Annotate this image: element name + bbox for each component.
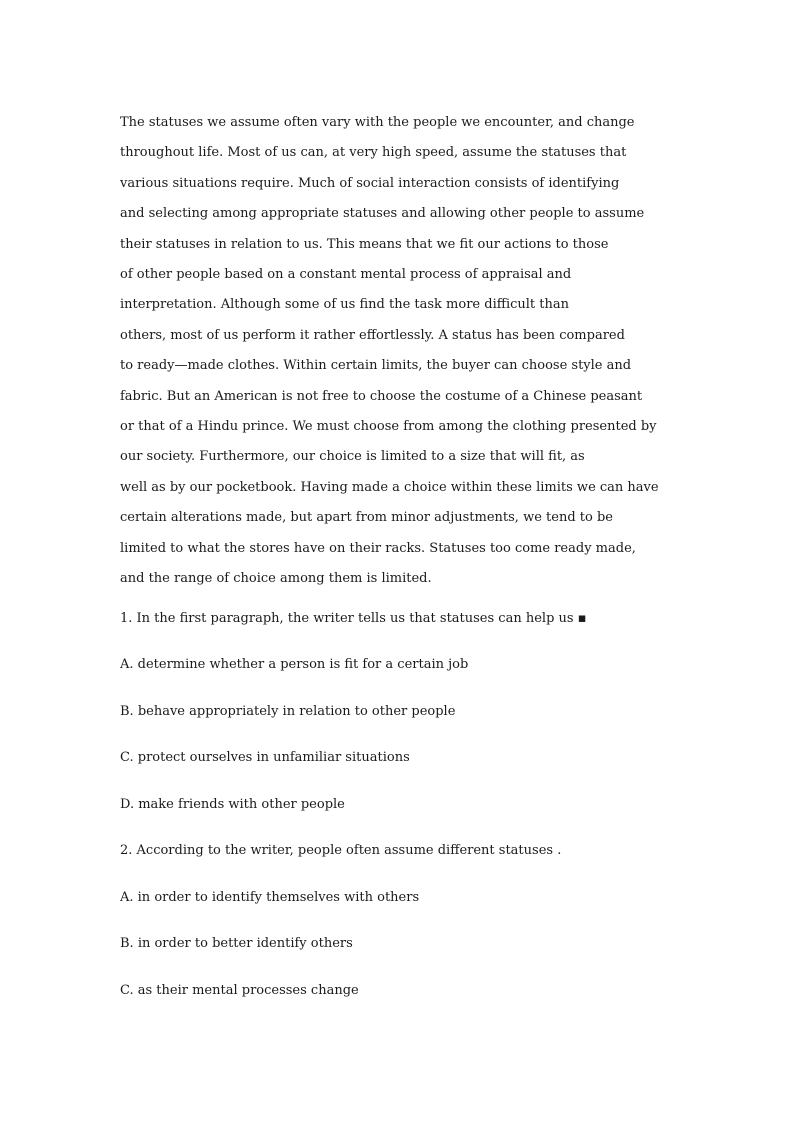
passage-line: fabric. But an American is not free to choose the costume of a Chinese peasant xyxy=(120,388,643,404)
answer-option-b: B. in order to better identify others xyxy=(120,936,353,951)
question-stem: 2. According to the writer, people often assume different statuses . xyxy=(120,843,562,858)
passage-line: well as by our pocketbook. Having made a choice within these limits we can have xyxy=(120,479,659,495)
question-2 xyxy=(120,843,680,999)
question-1 xyxy=(120,611,680,813)
passage-line: of other people based on a constant mental process of appraisal and xyxy=(120,267,572,283)
passage-line: limited to what the stores have on their racks. Statuses too come ready made, xyxy=(120,540,636,556)
passage-line: and selecting among appropriate statuses and allowing other people to assume xyxy=(120,206,645,222)
passage-line: The statuses we assume often vary with the people we encounter, and change xyxy=(120,115,635,130)
passage-line: interpretation. Although some of us find the task more difficult than xyxy=(120,297,570,313)
passage-line: and the range of choice among them is limited. xyxy=(120,571,432,587)
document-page xyxy=(120,108,680,1029)
answer-option-c: C. as their mental processes change xyxy=(120,982,359,998)
question-stem: 1. In the first paragraph, the writer tells us that statuses can help us ▪ xyxy=(120,610,587,626)
answer-option-a: A. determine whether a person is fit for a certain job xyxy=(120,657,469,672)
passage-line: various situations require. Much of social interaction consists of identifying xyxy=(120,175,620,191)
passage-line: throughout life. Most of us can, at very high speed, assume the statuses that xyxy=(120,145,627,161)
passage-line: their statuses in relation to us. This means that we fit our actions to those xyxy=(120,236,609,252)
passage-line: others, most of us perform it rather effortlessly. A status has been compared xyxy=(120,327,625,343)
passage-line: or that of a Hindu prince. We must choose from among the clothing presented by xyxy=(120,419,657,435)
answer-option-d: D. make friends with other people xyxy=(120,796,345,812)
reading-passage xyxy=(120,108,680,595)
passage-line: to ready—made clothes. Within certain limits, the buyer can choose style and xyxy=(120,358,632,374)
answer-option-c: C. protect ourselves in unfamiliar situations xyxy=(120,750,410,765)
answer-option-a: A. in order to identify themselves with others xyxy=(120,889,420,905)
passage-line: certain alterations made, but apart from minor adjustments, we tend to be xyxy=(120,510,613,526)
passage-line: our society. Furthermore, our choice is limited to a size that will fit, as xyxy=(120,449,585,465)
answer-option-b: B. behave appropriately in relation to other people xyxy=(120,703,456,719)
